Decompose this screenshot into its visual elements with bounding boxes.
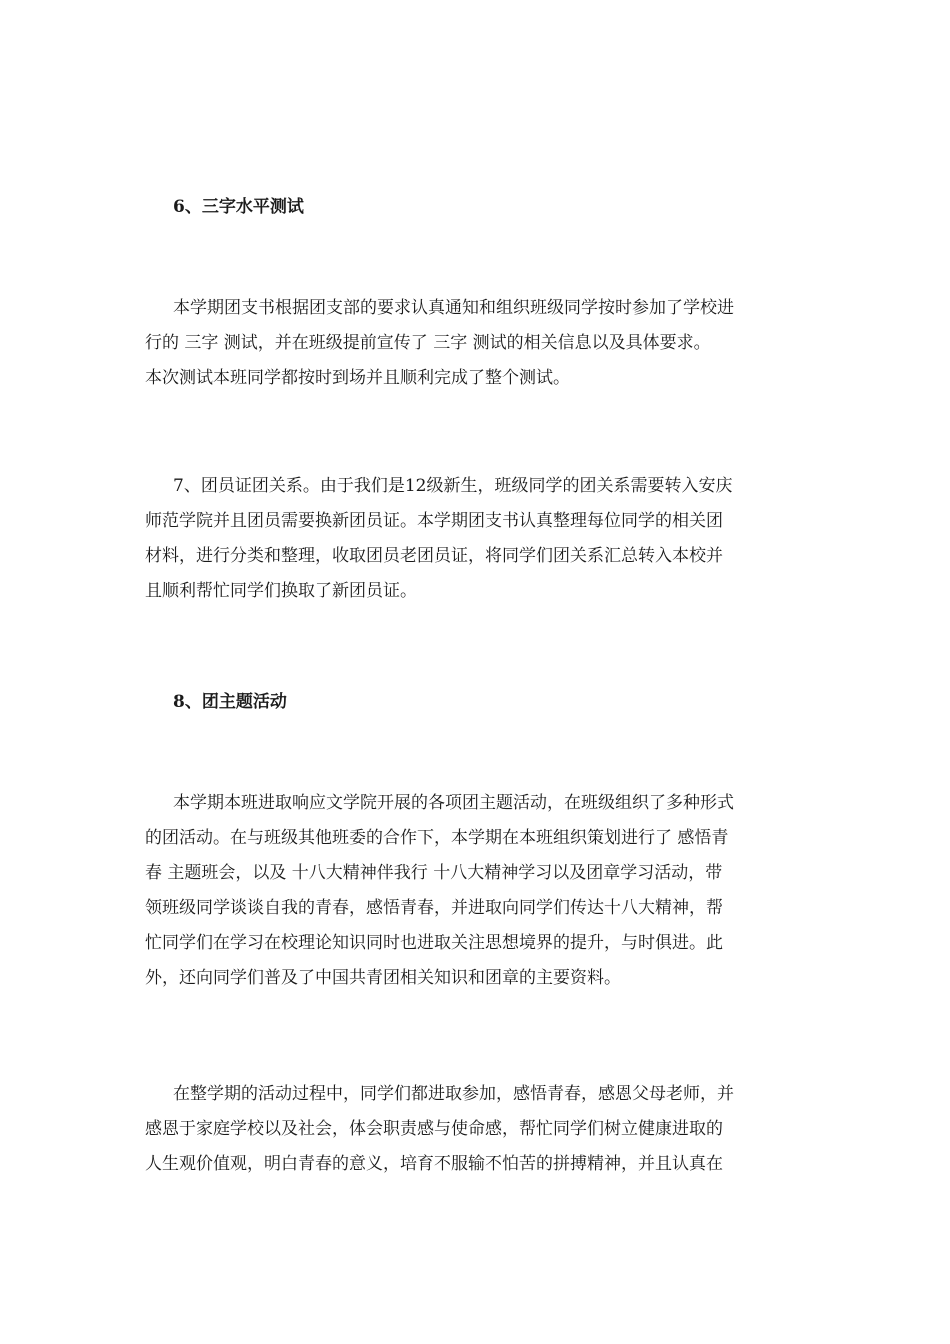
paragraph-line: 本学期本班进取响应文学院开展的各项团主题活动，在班级组织了多种形式 [173,793,734,813]
section-heading-6: 6、三字水平测试 [173,197,304,217]
paragraph-section-8 [145,786,810,996]
paragraph-line: 人生观价值观，明白青春的意义，培育不服输不怕苦的拼搏精神，并且认真在 [145,1154,723,1174]
paragraph-line: 本学期团支书根据团支部的要求认真通知和组织班级同学按时参加了学校进 [173,298,734,318]
paragraph-line: 外，还向同学们普及了中国共青团相关知识和团章的主要资料。 [145,968,621,988]
paragraph-line: 本次测试本班同学都按时到场并且顺利完成了整个测试。 [145,368,570,388]
paragraph-line: 行的 三字 测试，并在班级提前宣传了 三字 测试的相关信息以及具体要求。 [145,333,711,353]
paragraph-section-6 [145,291,810,396]
paragraph-line: 材料，进行分类和整理，收取团员老团员证，将同学们团关系汇总转入本校并 [145,546,723,566]
paragraph-line: 的团活动。在与班级其他班委的合作下，本学期在本班组织策划进行了 感悟青 [145,828,729,848]
paragraph-line: 在整学期的活动过程中，同学们都进取参加，感悟青春，感恩父母老师，并 [173,1084,734,1104]
paragraph-line: 春 主题班会，以及 十八大精神伴我行 十八大精神学习以及团章学习活动，带 [145,863,723,883]
paragraph-line: 感恩于家庭学校以及社会，体会职责感与使命感，帮忙同学们树立健康进取的 [145,1119,723,1139]
paragraph-line: 师范学院并且团员需要换新团员证。本学期团支书认真整理每位同学的相关团 [145,511,723,531]
section-heading-8: 8、团主题活动 [173,692,287,712]
paragraph-line: 领班级同学谈谈自我的青春，感悟青春，并进取向同学们传达十八大精神，帮 [145,898,723,918]
paragraph-line: 7、团员证团关系。由于我们是12级新生，班级同学的团关系需要转入安庆 [173,476,733,496]
paragraph-line: 且顺利帮忙同学们换取了新团员证。 [145,581,417,601]
paragraph-section-7 [145,469,810,609]
paragraph-line: 忙同学们在学习在校理论知识同时也进取关注思想境界的提升，与时俱进。此 [145,933,723,953]
paragraph-section-8-continued [145,1077,810,1182]
